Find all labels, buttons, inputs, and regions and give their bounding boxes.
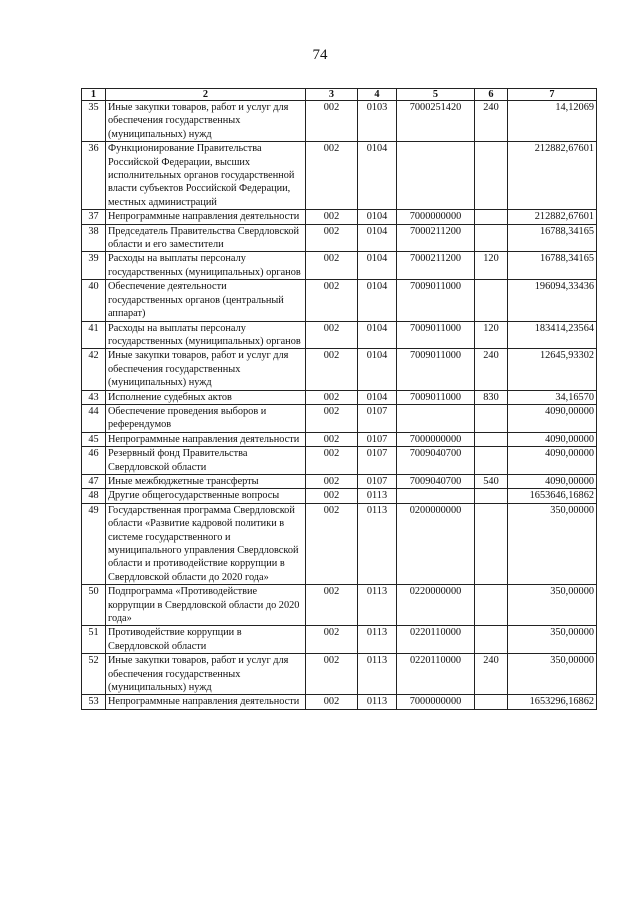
row-section-code: 0113: [358, 654, 397, 695]
row-department-code: 002: [306, 474, 358, 488]
column-header-target-item: 5: [397, 89, 475, 101]
row-department-code: 002: [306, 626, 358, 654]
table-row: [82, 585, 597, 626]
row-name: Иные закупки товаров, работ и услуг для обеспечения государственных (муниципальных) нужд: [106, 654, 306, 695]
table-row: [82, 503, 597, 584]
row-department-code: 002: [306, 695, 358, 709]
row-section-code: 0104: [358, 252, 397, 280]
row-name: Председатель Правительства Свердловской области и его заместители: [106, 224, 306, 252]
row-number: 44: [82, 404, 106, 432]
row-expense-type-code: [475, 432, 508, 446]
row-amount: 4090,00000: [508, 474, 597, 488]
row-target-item-code: 7000211200: [397, 252, 475, 280]
row-number: 52: [82, 654, 106, 695]
row-target-item-code: [397, 404, 475, 432]
column-header-number: 1: [82, 89, 106, 101]
row-department-code: 002: [306, 654, 358, 695]
table-row: [82, 210, 597, 224]
row-amount: 4090,00000: [508, 447, 597, 475]
table-row: [82, 280, 597, 321]
table-row: [82, 224, 597, 252]
row-amount: 1653296,16862: [508, 695, 597, 709]
row-amount: 16788,34165: [508, 252, 597, 280]
row-amount: 212882,67601: [508, 142, 597, 210]
row-number: 36: [82, 142, 106, 210]
row-section-code: 0104: [358, 321, 397, 349]
row-number: 35: [82, 101, 106, 142]
row-department-code: 002: [306, 489, 358, 503]
row-target-item-code: 7000211200: [397, 224, 475, 252]
row-target-item-code: 0200000000: [397, 503, 475, 584]
row-number: 51: [82, 626, 106, 654]
row-expense-type-code: [475, 626, 508, 654]
row-expense-type-code: [475, 404, 508, 432]
row-amount: 183414,23564: [508, 321, 597, 349]
row-section-code: 0104: [358, 390, 397, 404]
row-section-code: 0104: [358, 349, 397, 390]
row-amount: 14,12069: [508, 101, 597, 142]
row-section-code: 0104: [358, 280, 397, 321]
row-amount: 350,00000: [508, 654, 597, 695]
row-amount: 196094,33436: [508, 280, 597, 321]
row-expense-type-code: [475, 224, 508, 252]
column-header-name: 2: [106, 89, 306, 101]
row-name: Функционирование Правительства Российской Федерации, высших исполнительных органов государственной власти субъектов Российской Федерации, местных администраций: [106, 142, 306, 210]
row-department-code: 002: [306, 447, 358, 475]
row-name: Непрограммные направления деятельности: [106, 432, 306, 446]
row-target-item-code: 7000251420: [397, 101, 475, 142]
row-section-code: 0107: [358, 404, 397, 432]
row-expense-type-code: [475, 695, 508, 709]
row-section-code: 0113: [358, 585, 397, 626]
row-name: Расходы на выплаты персоналу государственных (муниципальных) органов: [106, 321, 306, 349]
row-number: 50: [82, 585, 106, 626]
table-row: [82, 447, 597, 475]
row-expense-type-code: 120: [475, 321, 508, 349]
table-row: [82, 695, 597, 709]
row-number: 37: [82, 210, 106, 224]
row-target-item-code: 0220110000: [397, 654, 475, 695]
row-number: 53: [82, 695, 106, 709]
row-number: 42: [82, 349, 106, 390]
row-number: 39: [82, 252, 106, 280]
row-department-code: 002: [306, 224, 358, 252]
row-target-item-code: 7009011000: [397, 349, 475, 390]
table-row: [82, 474, 597, 488]
row-name: Государственная программа Свердловской области «Развитие кадровой политики в системе государственного и муниципального управления Свердловской области и противодействие коррупции в Свердловской области до 2020 года»: [106, 503, 306, 584]
row-expense-type-code: 540: [475, 474, 508, 488]
column-header-amount: 7: [508, 89, 597, 101]
row-expense-type-code: [475, 142, 508, 210]
row-target-item-code: 0220000000: [397, 585, 475, 626]
row-number: 49: [82, 503, 106, 584]
row-expense-type-code: 240: [475, 349, 508, 390]
row-name: Расходы на выплаты персоналу государственных (муниципальных) органов: [106, 252, 306, 280]
table-row: [82, 432, 597, 446]
table-row: [82, 404, 597, 432]
row-section-code: 0104: [358, 224, 397, 252]
row-name: Иные закупки товаров, работ и услуг для обеспечения государственных (муниципальных) нужд: [106, 349, 306, 390]
row-section-code: 0113: [358, 695, 397, 709]
row-expense-type-code: 830: [475, 390, 508, 404]
page-number: 74: [312, 47, 328, 63]
row-expense-type-code: [475, 585, 508, 626]
row-section-code: 0113: [358, 489, 397, 503]
table-row: [82, 626, 597, 654]
row-target-item-code: [397, 142, 475, 210]
row-department-code: 002: [306, 585, 358, 626]
row-department-code: 002: [306, 321, 358, 349]
row-target-item-code: 7009011000: [397, 321, 475, 349]
row-number: 48: [82, 489, 106, 503]
row-amount: 16788,34165: [508, 224, 597, 252]
table-row: [82, 654, 597, 695]
row-name: Противодействие коррупции в Свердловской области: [106, 626, 306, 654]
row-target-item-code: 7009011000: [397, 390, 475, 404]
table-row: [82, 101, 597, 142]
row-expense-type-code: 240: [475, 101, 508, 142]
row-department-code: 002: [306, 210, 358, 224]
row-amount: 12645,93302: [508, 349, 597, 390]
row-department-code: 002: [306, 503, 358, 584]
row-section-code: 0113: [358, 626, 397, 654]
row-name: Непрограммные направления деятельности: [106, 695, 306, 709]
row-department-code: 002: [306, 101, 358, 142]
budget-table: [81, 88, 597, 710]
row-section-code: 0104: [358, 210, 397, 224]
row-section-code: 0107: [358, 474, 397, 488]
table-row: [82, 349, 597, 390]
row-department-code: 002: [306, 280, 358, 321]
row-expense-type-code: 120: [475, 252, 508, 280]
row-section-code: 0107: [358, 447, 397, 475]
row-expense-type-code: 240: [475, 654, 508, 695]
row-name: Обеспечение проведения выборов и референдумов: [106, 404, 306, 432]
table-row: [82, 142, 597, 210]
row-name: Резервный фонд Правительства Свердловской области: [106, 447, 306, 475]
row-target-item-code: 7000000000: [397, 695, 475, 709]
row-amount: 4090,00000: [508, 404, 597, 432]
row-name: Иные межбюджетные трансферты: [106, 474, 306, 488]
column-header-department: 3: [306, 89, 358, 101]
row-target-item-code: 7009040700: [397, 447, 475, 475]
row-number: 40: [82, 280, 106, 321]
row-section-code: 0113: [358, 503, 397, 584]
row-number: 46: [82, 447, 106, 475]
row-department-code: 002: [306, 432, 358, 446]
table-row: [82, 321, 597, 349]
row-number: 45: [82, 432, 106, 446]
row-target-item-code: 0220110000: [397, 626, 475, 654]
row-expense-type-code: [475, 280, 508, 321]
row-amount: 212882,67601: [508, 210, 597, 224]
row-amount: 1653646,16862: [508, 489, 597, 503]
row-department-code: 002: [306, 390, 358, 404]
row-target-item-code: 7009011000: [397, 280, 475, 321]
row-section-code: 0104: [358, 142, 397, 210]
row-department-code: 002: [306, 349, 358, 390]
row-department-code: 002: [306, 142, 358, 210]
row-name: Иные закупки товаров, работ и услуг для обеспечения государственных (муниципальных) нужд: [106, 101, 306, 142]
row-target-item-code: 7000000000: [397, 210, 475, 224]
row-section-code: 0103: [358, 101, 397, 142]
row-department-code: 002: [306, 252, 358, 280]
row-number: 41: [82, 321, 106, 349]
row-expense-type-code: [475, 503, 508, 584]
column-header-section: 4: [358, 89, 397, 101]
row-amount: 34,16570: [508, 390, 597, 404]
row-amount: 4090,00000: [508, 432, 597, 446]
row-expense-type-code: [475, 447, 508, 475]
table-body: [82, 101, 597, 710]
row-name: Другие общегосударственные вопросы: [106, 489, 306, 503]
row-target-item-code: 7000000000: [397, 432, 475, 446]
row-amount: 350,00000: [508, 503, 597, 584]
row-expense-type-code: [475, 489, 508, 503]
row-amount: 350,00000: [508, 585, 597, 626]
table-header-row: [82, 89, 597, 101]
column-header-expense-type: 6: [475, 89, 508, 101]
table-row: [82, 252, 597, 280]
row-number: 38: [82, 224, 106, 252]
row-name: Исполнение судебных актов: [106, 390, 306, 404]
row-amount: 350,00000: [508, 626, 597, 654]
row-number: 47: [82, 474, 106, 488]
row-number: 43: [82, 390, 106, 404]
row-target-item-code: 7009040700: [397, 474, 475, 488]
row-expense-type-code: [475, 210, 508, 224]
table-row: [82, 489, 597, 503]
row-target-item-code: [397, 489, 475, 503]
row-name: Обеспечение деятельности государственных органов (центральный аппарат): [106, 280, 306, 321]
row-name: Непрограммные направления деятельности: [106, 210, 306, 224]
row-department-code: 002: [306, 404, 358, 432]
row-name: Подпрограмма «Противодействие коррупции в Свердловской области до 2020 года»: [106, 585, 306, 626]
row-section-code: 0107: [358, 432, 397, 446]
table-row: [82, 390, 597, 404]
